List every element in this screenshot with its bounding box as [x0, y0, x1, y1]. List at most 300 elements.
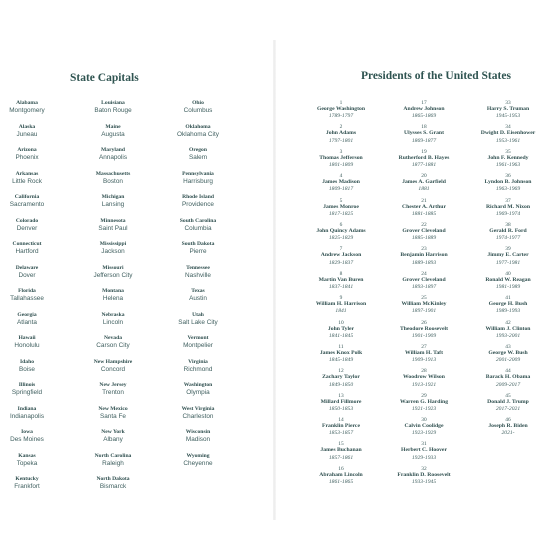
capital-city: Little Rock	[12, 177, 42, 185]
president-term-years: 1889-1893	[411, 259, 437, 266]
capital-entry	[73, 335, 153, 359]
capital-entry	[158, 241, 238, 265]
president-name: Thomas Jefferson	[319, 154, 363, 161]
capital-city: Topeka	[16, 459, 38, 467]
president-number: 6	[339, 221, 343, 228]
capital-entry	[0, 288, 67, 312]
president-name: William McKinley	[401, 301, 447, 308]
capital-entry	[73, 124, 153, 148]
state-capitals-page	[0, 0, 272, 550]
state-name: Colorado	[15, 217, 39, 224]
president-number: 25	[421, 295, 427, 302]
president-number: 40	[505, 270, 511, 277]
state-name: Texas	[191, 288, 205, 294]
president-entry	[296, 295, 386, 319]
president-entry	[463, 368, 550, 392]
president-term-years: 2001-2009	[495, 357, 521, 364]
state-name: Tennessee	[186, 264, 210, 271]
capital-entry	[158, 312, 238, 336]
president-entry	[379, 149, 469, 173]
president-term-years: 1909-1913	[411, 357, 437, 364]
state-name: Nevada	[103, 335, 123, 341]
president-name: Benjamin Harrison	[400, 252, 448, 259]
capital-city: Saint Paul	[98, 224, 128, 232]
state-name: South Dakota	[181, 241, 215, 247]
capital-entry	[158, 218, 238, 242]
president-term-years: 1969-1974	[495, 210, 521, 217]
president-term-years: 1817-1825	[328, 210, 354, 217]
president-number: 43	[505, 343, 511, 350]
president-name: Chester A. Arthur	[402, 203, 446, 210]
president-entry	[296, 320, 386, 344]
capital-entry	[158, 359, 238, 383]
president-term-years: 1837-1841	[328, 283, 354, 290]
capital-city: Baton Rouge	[94, 107, 132, 114]
capital-city: Providence	[182, 201, 214, 208]
president-number: 4	[339, 173, 343, 180]
state-name: Vermont	[187, 335, 209, 341]
capital-city: Lincoln	[102, 318, 124, 326]
capital-city: Atlanta	[17, 318, 37, 326]
president-term-years: 1845-1849	[328, 357, 354, 364]
president-entry	[379, 417, 469, 441]
president-number: 30	[421, 417, 427, 424]
state-name: Utah	[192, 311, 204, 318]
state-name: Washington	[183, 382, 213, 388]
capital-city: Bismarck	[99, 483, 127, 490]
capital-entry	[158, 382, 238, 406]
capital-city: Cheyenne	[183, 459, 213, 467]
state-name: Delaware	[15, 264, 39, 271]
president-number: 15	[338, 441, 344, 448]
state-name: New Hampshire	[93, 358, 133, 365]
capital-city: Columbus	[183, 107, 213, 114]
president-term-years: 1993-2001	[495, 332, 521, 339]
president-entry	[296, 222, 386, 246]
capital-city: Salt Lake City	[178, 318, 218, 326]
president-term-years: 1893-1897	[411, 283, 437, 290]
capital-entry	[0, 100, 67, 124]
president-entry	[296, 271, 386, 295]
president-term-years: 1953-1961	[495, 137, 521, 144]
capitals-column-3	[158, 100, 238, 476]
capital-city: Indianapolis	[9, 412, 45, 420]
state-name: Hawaii	[18, 335, 36, 341]
capital-city: Santa Fe	[100, 412, 126, 420]
president-term-years: 1809-1817	[328, 186, 354, 193]
capital-entry	[0, 406, 67, 430]
president-number: 1	[339, 100, 343, 106]
president-entry	[379, 393, 469, 417]
capital-entry	[0, 171, 67, 195]
president-term-years: 2017-2021	[495, 405, 521, 412]
president-number: 9	[339, 295, 343, 302]
president-entry	[296, 441, 386, 465]
president-term-years: 1885-1889	[411, 235, 437, 242]
capital-entry	[158, 147, 238, 171]
president-entry	[463, 124, 550, 148]
president-name: Abraham Lincoln	[319, 471, 363, 478]
capital-city: Trenton	[102, 389, 124, 396]
president-number: 8	[339, 270, 343, 277]
state-name: South Carolina	[179, 217, 217, 224]
president-number: 36	[505, 173, 511, 180]
capital-city: Harrisburg	[183, 177, 213, 185]
state-name: New Mexico	[98, 405, 128, 412]
state-name: Alabama	[16, 100, 38, 106]
president-number: 42	[505, 319, 511, 326]
state-name: Arizona	[17, 147, 37, 153]
president-name: John Adams	[325, 130, 357, 137]
president-term-years: 1921-1923	[411, 405, 437, 412]
president-term-years: 1933-1945	[411, 479, 437, 486]
state-name: Louisiana	[101, 100, 125, 106]
capital-entry	[158, 335, 238, 359]
president-name: Richard M. Nixon	[485, 203, 531, 210]
president-number: 14	[338, 417, 344, 424]
state-name: Nebraska	[101, 311, 125, 318]
capital-entry	[0, 453, 67, 477]
capitals-column-2	[73, 100, 153, 500]
president-term-years: 1945-1953	[495, 113, 521, 120]
president-term-years: 1825-1829	[328, 235, 354, 242]
capital-city: Jackson	[101, 248, 125, 255]
capital-entry	[73, 288, 153, 312]
president-term-years: 1929-1933	[411, 454, 437, 461]
president-entry	[463, 173, 550, 197]
president-name: Andrew Johnson	[403, 106, 445, 112]
president-term-years: 1841-1845	[328, 332, 354, 339]
president-entry	[296, 466, 386, 490]
capital-entry	[158, 124, 238, 148]
president-name: Dwight D. Eisenhower	[480, 130, 536, 137]
capital-entry	[73, 406, 153, 430]
president-term-years: 1901-1909	[411, 332, 437, 339]
capital-city: Des Moines	[10, 436, 44, 443]
state-capitals-title: State Capitals	[70, 72, 139, 84]
capital-entry	[0, 218, 67, 242]
capital-entry	[158, 194, 238, 218]
capital-city: Columbia	[184, 224, 212, 232]
state-name: Wyoming	[186, 452, 210, 459]
president-entry	[379, 368, 469, 392]
president-number: 13	[338, 392, 344, 399]
state-name: Indiana	[17, 405, 37, 412]
state-name: Kentucky	[15, 476, 39, 482]
state-name: North Carolina	[94, 452, 132, 459]
capital-entry	[158, 453, 238, 477]
president-name: Jimmy E. Carter	[487, 252, 529, 259]
president-entry	[379, 271, 469, 295]
capital-entry	[158, 171, 238, 195]
capital-entry	[73, 382, 153, 406]
president-name: John F. Kennedy	[487, 154, 529, 161]
state-name: New Jersey	[99, 382, 127, 388]
president-term-years: 1861-1865	[328, 479, 354, 486]
president-number: 10	[338, 319, 344, 326]
president-entry	[296, 173, 386, 197]
president-term-years: 1877-1881	[411, 161, 437, 168]
capital-entry	[0, 147, 67, 171]
president-name: George W. Bush	[488, 349, 528, 356]
state-name: West Virginia	[181, 405, 215, 412]
president-entry	[463, 198, 550, 222]
president-name: Woodrow Wilson	[403, 374, 445, 381]
president-name: Franklin Pierce	[322, 423, 360, 430]
president-number: 7	[339, 246, 343, 253]
presidents-column-1	[296, 100, 386, 490]
capital-entry	[73, 359, 153, 383]
president-name: John Quincy Adams	[316, 227, 366, 234]
president-number: 32	[421, 465, 427, 472]
capital-entry	[0, 194, 67, 218]
president-name: James Madison	[322, 179, 360, 186]
capital-city: Augusta	[101, 130, 125, 138]
book-gutter	[273, 40, 276, 520]
president-term-years: 1801-1809	[328, 161, 354, 168]
president-number: 46	[505, 417, 511, 424]
capital-city: Austin	[189, 295, 207, 302]
president-term-years: 2021-	[501, 430, 515, 437]
state-name: Alaska	[18, 123, 36, 130]
capital-city: Tallahassee	[10, 295, 44, 302]
capital-entry	[0, 382, 67, 406]
capital-entry	[0, 124, 67, 148]
capital-city: Nashville	[185, 271, 211, 279]
president-entry	[296, 149, 386, 173]
capital-city: Hartford	[15, 248, 39, 255]
president-name: James A. Garfield	[402, 179, 446, 186]
state-name: Michigan	[101, 194, 125, 200]
capital-city: Frankfort	[14, 483, 40, 490]
capital-entry	[73, 194, 153, 218]
state-name: Arkansas	[15, 170, 39, 177]
president-name: Ulysses S. Grant	[404, 130, 444, 137]
president-name: James Monroe	[323, 203, 359, 210]
president-entry	[379, 100, 469, 124]
presidents-page	[278, 0, 550, 550]
president-entry	[379, 344, 469, 368]
president-entry	[379, 320, 469, 344]
capital-entry	[158, 100, 238, 124]
president-term-years: 1829-1837	[328, 259, 354, 266]
president-entry	[379, 246, 469, 270]
president-name: Martin Van Buren	[318, 276, 364, 283]
capital-entry	[0, 335, 67, 359]
president-entry	[463, 393, 550, 417]
state-name: Florida	[18, 288, 36, 294]
president-entry	[463, 417, 550, 441]
president-entry	[379, 441, 469, 465]
capital-city: Raleigh	[102, 459, 124, 467]
president-entry	[296, 393, 386, 417]
president-name: Rutherford B. Hayes	[398, 154, 450, 161]
president-term-years: 1974-1977	[495, 235, 521, 242]
president-entry	[379, 173, 469, 197]
president-entry	[463, 344, 550, 368]
president-entry	[296, 100, 386, 124]
president-name: Franklin D. Roosevelt	[397, 471, 451, 478]
capital-entry	[73, 100, 153, 124]
president-entry	[296, 368, 386, 392]
state-name: Georgia	[17, 311, 37, 318]
capital-city: Carson City	[96, 342, 130, 349]
president-term-years: 1881-1885	[411, 210, 437, 217]
president-number: 23	[421, 246, 427, 253]
president-entry	[296, 124, 386, 148]
state-name: Maryland	[101, 147, 125, 153]
state-name: Maine	[105, 123, 121, 130]
capital-city: Sacramento	[9, 201, 45, 208]
president-entry	[379, 295, 469, 319]
capital-city: Boise	[19, 365, 35, 373]
president-term-years: 1963-1969	[495, 186, 521, 193]
president-entry	[296, 417, 386, 441]
president-term-years: 1865-1869	[411, 113, 437, 120]
state-name: Iowa	[21, 429, 33, 435]
president-entry	[463, 149, 550, 173]
president-entry	[296, 344, 386, 368]
state-name: Ohio	[192, 100, 204, 106]
state-name: Minnesota	[100, 217, 126, 224]
presidents-column-3	[463, 100, 550, 441]
president-number: 34	[505, 124, 511, 131]
president-number: 44	[505, 368, 511, 375]
president-term-years: 1913-1921	[411, 381, 437, 388]
capital-entry	[0, 312, 67, 336]
capital-city: Albany	[103, 436, 123, 443]
president-term-years: 1789-1797	[328, 113, 354, 120]
state-name: Connecticut	[12, 241, 42, 247]
capital-entry	[158, 406, 238, 430]
president-entry	[379, 222, 469, 246]
president-number: 22	[421, 221, 427, 228]
president-name: Joseph R. Biden	[488, 423, 528, 430]
president-number: 27	[421, 343, 427, 350]
state-name: New York	[101, 429, 125, 435]
president-name: Harry S. Truman	[486, 106, 530, 112]
president-number: 38	[505, 221, 511, 228]
president-number: 24	[421, 270, 427, 277]
capital-city: Honolulu	[14, 342, 40, 349]
state-name: Missouri	[102, 264, 124, 271]
president-number: 17	[421, 100, 427, 106]
president-term-years: 1989-1993	[495, 308, 521, 315]
president-number: 29	[421, 392, 427, 399]
president-term-years: 1897-1901	[411, 308, 437, 315]
state-name: Oregon	[189, 147, 207, 153]
capital-entry	[158, 429, 238, 453]
capital-city: Salem	[188, 154, 208, 161]
state-name: Montana	[102, 288, 124, 294]
capital-city: Montpelier	[183, 342, 213, 349]
president-entry	[463, 222, 550, 246]
capital-entry	[73, 453, 153, 477]
president-name: George H. Bush	[488, 301, 528, 308]
capital-city: Montgomery	[9, 107, 45, 114]
capital-entry	[73, 171, 153, 195]
president-name: Millard Fillmore	[320, 398, 362, 405]
president-name: James Knox Polk	[319, 349, 363, 356]
president-number: 11	[338, 343, 344, 350]
president-term-years: 1961-1963	[495, 161, 521, 168]
president-number: 5	[339, 197, 343, 204]
president-name: James Buchanan	[320, 447, 362, 454]
capital-entry	[0, 265, 67, 289]
capital-entry	[0, 429, 67, 453]
state-name: Rhode Island	[182, 194, 214, 200]
president-term-years: 1797-1801	[328, 137, 354, 144]
president-name: John Tyler	[327, 325, 355, 332]
capital-entry	[73, 218, 153, 242]
president-term-years: 2009-2017	[495, 381, 521, 388]
capital-entry	[158, 288, 238, 312]
president-number: 21	[421, 197, 427, 204]
capital-city: Dover	[18, 271, 36, 279]
president-name: Grover Cleveland	[402, 227, 446, 234]
president-number: 18	[421, 124, 427, 131]
capital-city: Springfield	[11, 389, 43, 396]
capital-city: Juneau	[16, 130, 38, 138]
president-name: Theodore Roosevelt	[399, 325, 449, 332]
state-name: California	[14, 194, 40, 200]
president-term-years: 1981-1989	[495, 283, 521, 290]
president-term-years: 1849-1850	[328, 381, 354, 388]
state-name: Idaho	[20, 358, 34, 365]
capital-city: Denver	[16, 224, 38, 232]
capital-entry	[73, 312, 153, 336]
president-entry	[463, 271, 550, 295]
capital-entry	[0, 476, 67, 500]
state-name: Massachusetts	[95, 170, 131, 177]
president-name: Gerald R. Ford	[489, 227, 527, 234]
capitals-column-1	[0, 100, 67, 500]
president-number: 20	[421, 173, 427, 180]
president-entry	[379, 198, 469, 222]
president-number: 39	[505, 246, 511, 253]
capital-entry	[73, 429, 153, 453]
president-name: William H. Harrison	[315, 301, 367, 308]
capital-entry	[73, 147, 153, 171]
president-number: 3	[339, 148, 343, 155]
president-term-years: 1857-1861	[328, 454, 354, 461]
president-name: Barack H. Obama	[485, 374, 531, 381]
capital-city: Richmond	[183, 365, 213, 373]
presidents-title: Presidents of the United States	[361, 70, 511, 82]
president-entry	[463, 320, 550, 344]
president-term-years: 1869-1877	[411, 137, 437, 144]
capital-city: Helena	[102, 295, 124, 302]
capital-entry	[73, 265, 153, 289]
president-name: Calvin Coolidge	[404, 423, 444, 430]
capital-city: Jefferson City	[93, 271, 133, 279]
capital-entry	[0, 241, 67, 265]
president-number: 16	[338, 465, 344, 472]
state-name: Oklahoma	[185, 123, 211, 130]
president-name: Ronald W. Reagan	[485, 276, 531, 283]
state-name: Wisconsin	[185, 429, 211, 435]
president-entry	[296, 198, 386, 222]
president-entry	[379, 466, 469, 490]
capital-city: Boston	[103, 177, 123, 185]
president-name: Donald J. Trump	[487, 398, 529, 405]
capital-city: Annapolis	[98, 154, 128, 161]
capital-city: Oklahoma City	[177, 130, 219, 138]
state-name: Virginia	[188, 358, 208, 365]
state-name: Kansas	[18, 452, 36, 459]
capital-city: Olympia	[186, 389, 210, 396]
capital-city: Phoenix	[15, 154, 39, 161]
